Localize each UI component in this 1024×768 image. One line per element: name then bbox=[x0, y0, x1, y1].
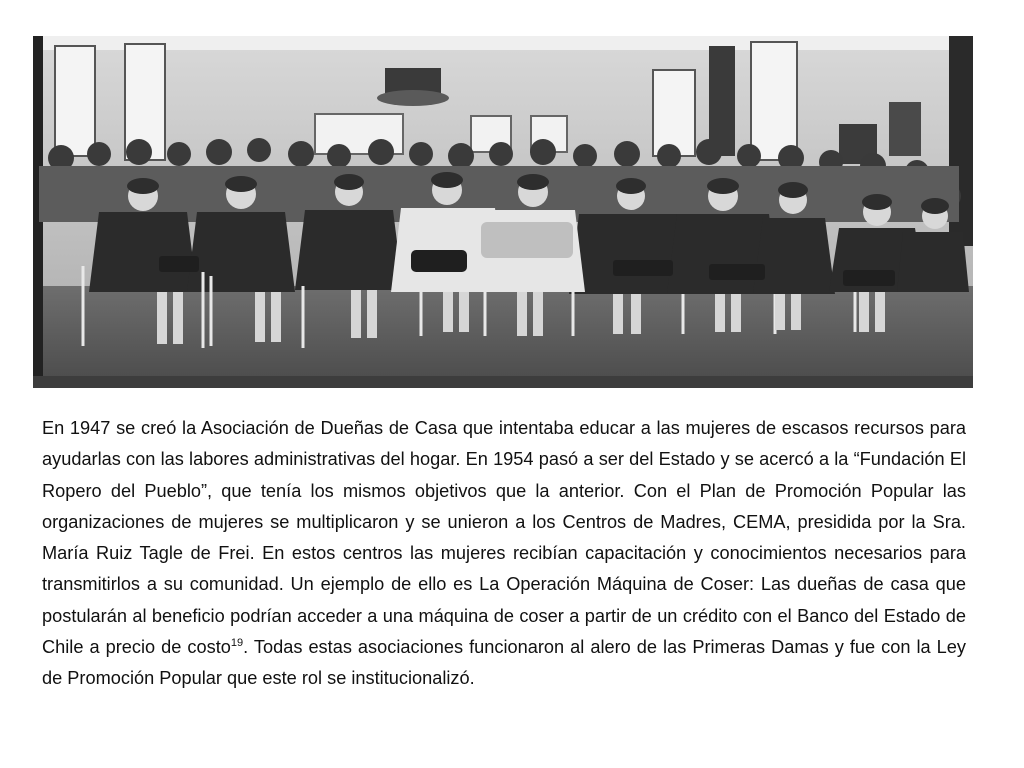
body-paragraph bbox=[42, 413, 966, 728]
paragraph-main-text: En 1947 se creó la Asociación de Dueñas de Casa que intentaba educar a las mujeres de escasos recursos para ayudarlas con las labores administrativas del hogar. En 1954 pasó a ser del Estado y se acercó a la “Fundación El Ropero del Pueblo”, que tenía los mismos objetivos que la anterior. Con el Plan de Promoción Popular las organizaciones de mujeres se multiplicaron y se unieron a los Centros de Madres, CEMA, presidida por la Sra. María Ruiz Tagle de Frei. En estos centros las mujeres recibían capacitación y conocimientos necesarios para transmitirlos a su comunidad. Un ejemplo de ello es La Operación Máquina de Coser: Las dueñas de casa que postularán al beneficio podrían acceder a una máquina de coser a partir de un crédito con el Banco del Estado de Chile a precio de costo bbox=[42, 418, 966, 658]
group-photo-icon bbox=[33, 36, 973, 388]
paragraph-text bbox=[42, 413, 966, 695]
footnote-reference[interactable]: 19 bbox=[230, 637, 244, 650]
paragraph-closing-text: . Todas estas asociaciones funcionaron al alero de las Primeras Damas y fue con la Ley de Promoción Popular que este rol se institucionalizó. bbox=[42, 637, 966, 689]
historical-photo bbox=[33, 36, 973, 388]
